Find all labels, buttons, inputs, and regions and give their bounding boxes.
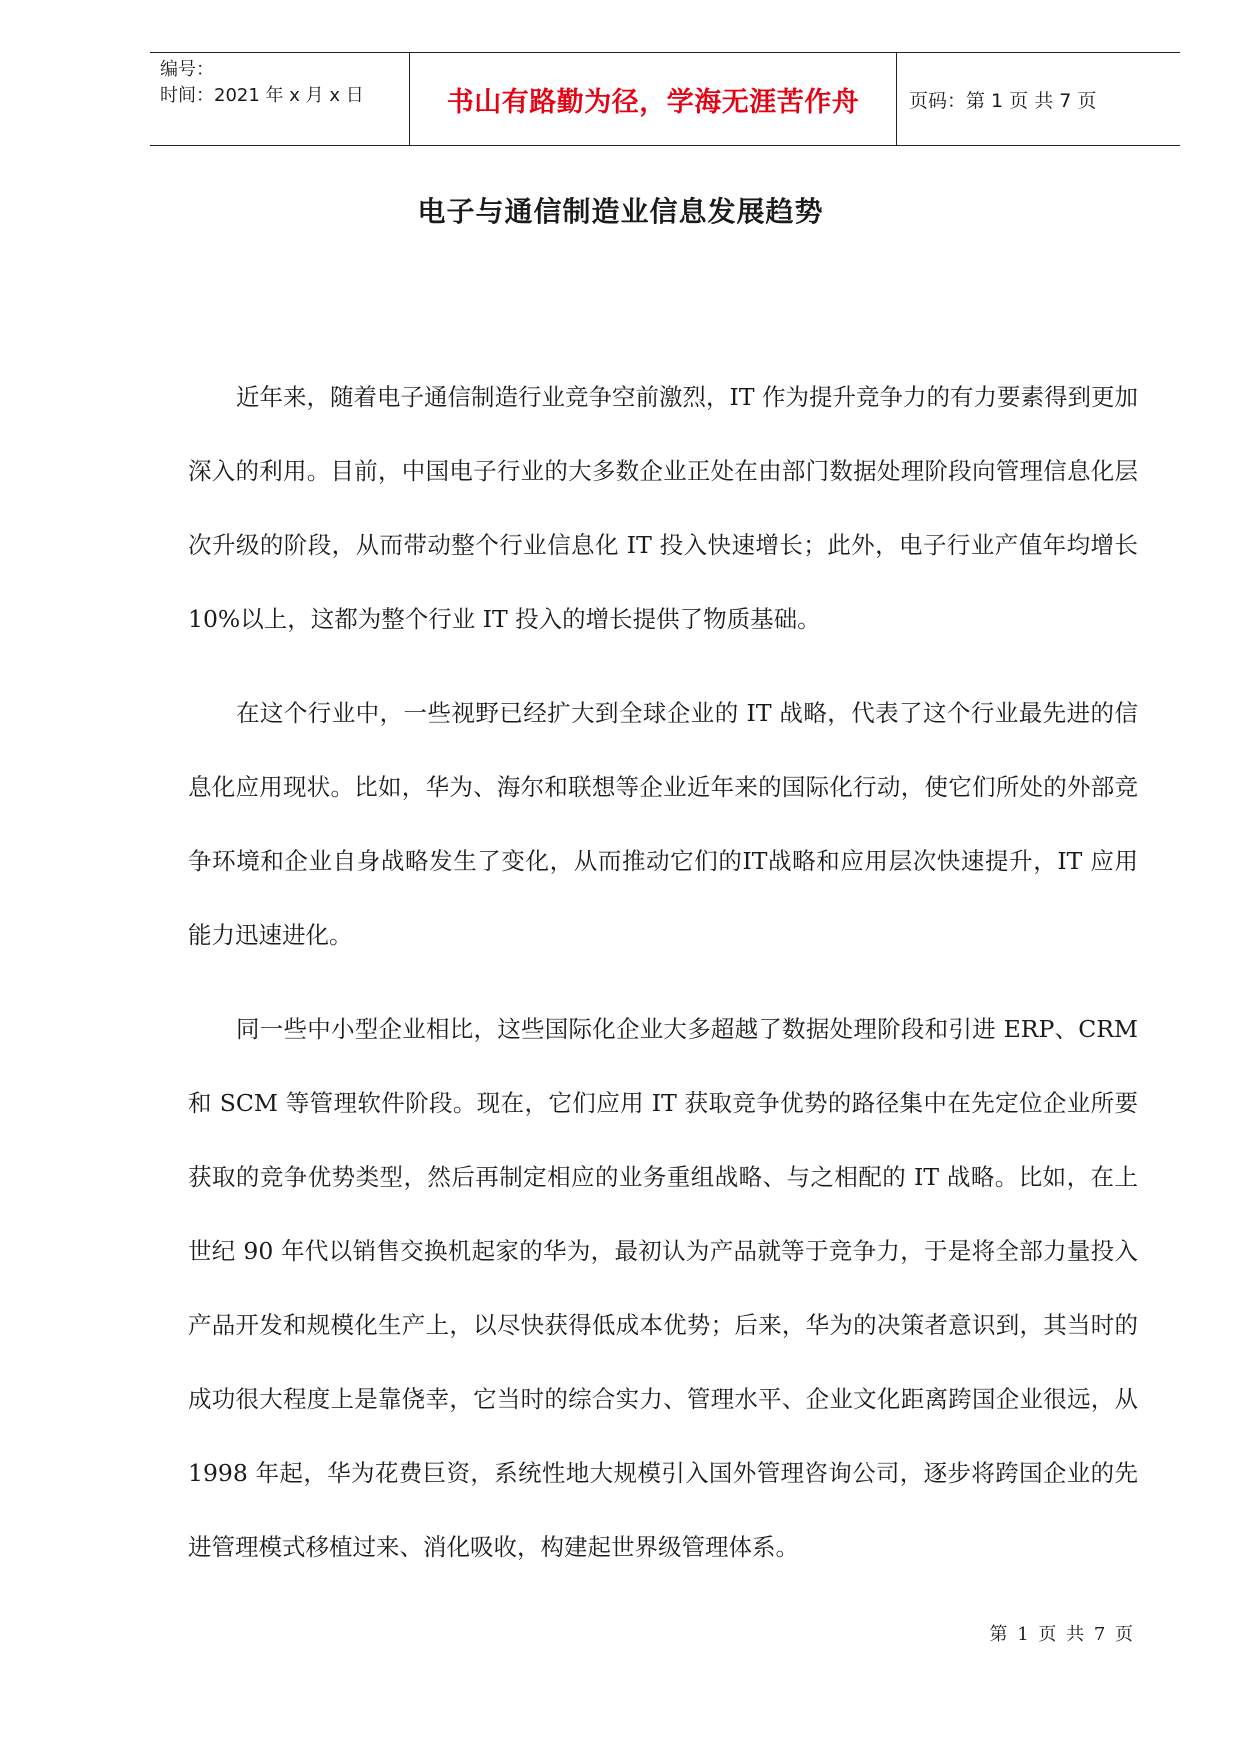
document-header (150, 52, 1180, 146)
document-body (188, 360, 1138, 1604)
page-footer: 第 1 页 共 7 页 (989, 1624, 1135, 1645)
header-motto: 书山有路勤为径，学海无涯苦作舟 (410, 53, 897, 145)
document-title: 电子与通信制造业信息发展趋势 (417, 195, 824, 228)
paragraph-1: 近年来，随着电子通信制造行业竞争空前激烈，IT 作为提升竞争力的有力要素得到更加深入的利用。目前，中国电子行业的大多数企业正处在由部门数据处理阶段向管理信息化层次升级的阶段，从而带动整个行业信息化 IT 投入快速增长；此外，电子行业产值年均增长 10%以上，这都为整个行业 IT 投入的增长提供了物质基础。 (188, 383, 1138, 633)
header-page-info: 页码：第 1 页 共 7 页 (909, 89, 1097, 112)
header-meta (150, 53, 410, 145)
paragraph-2: 在这个行业中，一些视野已经扩大到全球企业的 IT 战略，代表了这个行业最先进的信息化应用现状。比如，华为、海尔和联想等企业近年来的国际化行动，使它们所处的外部竞争环境和企业自身战略发生了变化，从而推动它们的IT战略和应用层次快速提升，IT 应用能力迅速进化。 (188, 699, 1138, 949)
document-time-label: 时间：2021 年 x 月 x 日 (160, 85, 364, 106)
document-number-label: 编号： (160, 59, 214, 80)
paragraph-3: 同一些中小型企业相比，这些国际化企业大多超越了数据处理阶段和引进 ERP、CRM 和 SCM 等管理软件阶段。现在，它们应用 IT 获取竞争优势的路径集中在先定位企业所要获取的竞争优势类型，然后再制定相应的业务重组战略、与之相配的 IT 战略。比如，在上世纪 90 年代以销售交换机起家的华为，最初认为产品就等于竞争力，于是将全部力量投入产品开发和规模化生产上，以尽快获得低成本优势；后来，华为的决策者意识到，其当时的成功很大程度上是靠侥幸，它当时的综合实力、管理水平、企业文化距离跨国企业很远，从 1998 年起，华为花费巨资，系统性地大规模引入国外管理咨询公司，逐步将跨国企业的先进管理模式移植过来、消化吸收，构建起世界级管理体系。 (188, 1015, 1138, 1561)
